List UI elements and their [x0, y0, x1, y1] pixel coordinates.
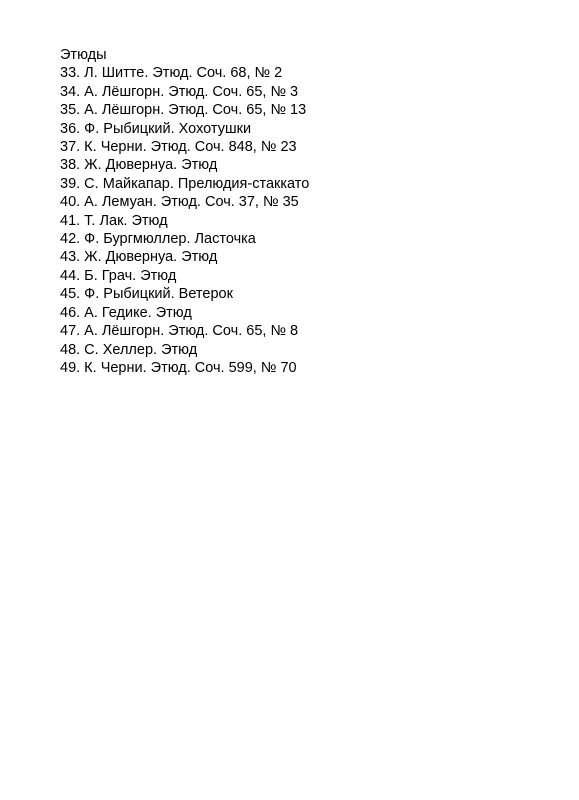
list-item: 40. А. Лемуан. Этюд. Соч. 37, № 35: [60, 194, 299, 211]
list-item: 46. А. Гедике. Этюд: [60, 304, 192, 321]
list-item: 43. Ж. Дювернуа. Этюд: [60, 249, 218, 266]
list-item: 41. Т. Лак. Этюд: [60, 212, 168, 229]
list-item: 45. Ф. Рыбицкий. Ветерок: [60, 286, 233, 303]
section-heading: Этюды: [60, 47, 107, 63]
list-item: 38. Ж. Дювернуа. Этюд: [60, 157, 218, 174]
list-item: 37. К. Черни. Этюд. Соч. 848, № 23: [60, 139, 297, 156]
list-item: 49. К. Черни. Этюд. Соч. 599, № 70: [60, 359, 297, 376]
list-item: 47. А. Лёшгорн. Этюд. Соч. 65, № 8: [60, 323, 299, 340]
list-item: 39. С. Майкапар. Прелюдия-стаккато: [60, 175, 310, 192]
list-item: 42. Ф. Бургмюллер. Ласточка: [60, 231, 256, 248]
document-content: [60, 46, 309, 377]
list-item: 35. А. Лёшгорн. Этюд. Соч. 65, № 13: [60, 102, 307, 119]
list-item: 36. Ф. Рыбицкий. Хохотушки: [60, 120, 252, 137]
list-item: 44. Б. Грач. Этюд: [60, 267, 177, 284]
list-item: 33. Л. Шитте. Этюд. Соч. 68, № 2: [60, 65, 283, 82]
list-item: 34. А. Лёшгорн. Этюд. Соч. 65, № 3: [60, 83, 299, 100]
etude-list: [60, 64, 309, 377]
list-item: 48. С. Хеллер. Этюд: [60, 341, 198, 358]
